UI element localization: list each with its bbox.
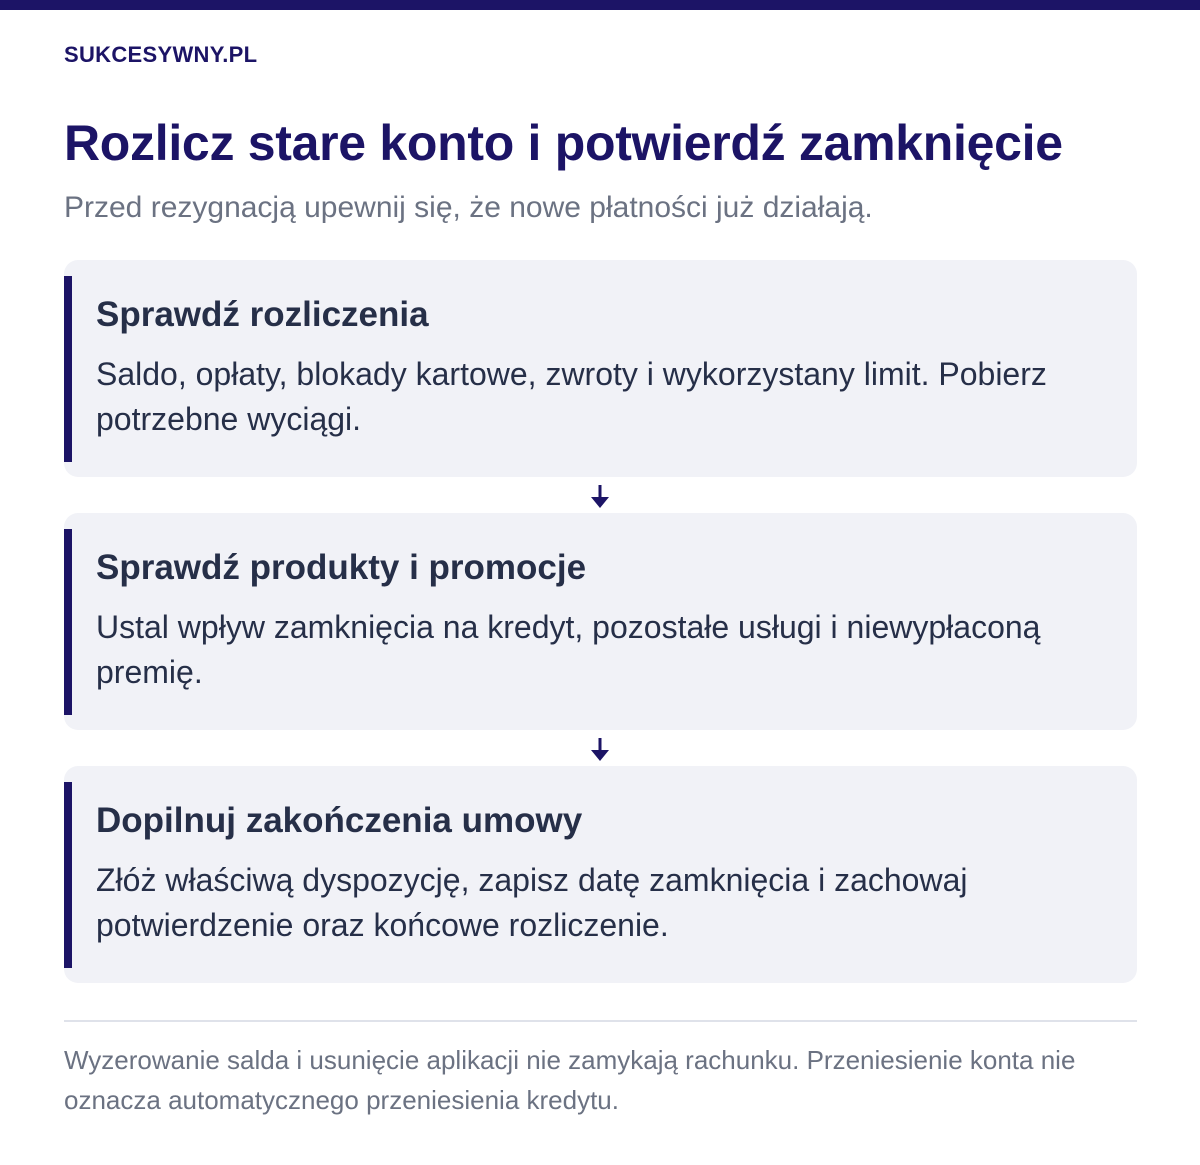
step-card-products bbox=[64, 513, 1137, 730]
page-title: Rozlicz stare konto i potwierdź zamknięcie bbox=[64, 115, 1063, 171]
brand-logo: SUKCESYWNY.PL bbox=[64, 42, 258, 67]
page-subtitle: Przed rezygnacją upewnij się, że nowe płatności już działają. bbox=[64, 191, 873, 224]
step-description: Złóż właściwą dyspozycję, zapisz datę zamknięcia i zachowaj potwierdzenie oraz końcowe rozliczenie. bbox=[96, 862, 968, 943]
step-title: Sprawdź produkty i promocje bbox=[96, 548, 587, 587]
footer-divider bbox=[64, 1020, 1137, 1022]
card-accent-bar bbox=[64, 782, 72, 968]
step-card-settlements bbox=[64, 260, 1137, 477]
step-description: Saldo, opłaty, blokady kartowe, zwroty i wykorzystany limit. Pobierz potrzebne wyciągi. bbox=[96, 356, 1047, 437]
step-title: Sprawdź rozliczenia bbox=[96, 295, 429, 334]
step-card-contract-end bbox=[64, 766, 1137, 983]
top-accent-bar bbox=[0, 0, 1200, 10]
step-title: Dopilnuj zakończenia umowy bbox=[96, 801, 583, 840]
arrow-down-icon bbox=[589, 485, 611, 509]
arrow-down-icon bbox=[589, 738, 611, 762]
step-description: Ustal wpływ zamknięcia na kredyt, pozostałe usługi i niewypłaconą premię. bbox=[96, 609, 1041, 690]
footnote: Wyzerowanie salda i usunięcie aplikacji nie zamykają rachunku. Przeniesienie konta nie oznacza automatycznego przeniesienia kredytu. bbox=[64, 1045, 1076, 1115]
card-accent-bar bbox=[64, 529, 72, 715]
card-accent-bar bbox=[64, 276, 72, 462]
